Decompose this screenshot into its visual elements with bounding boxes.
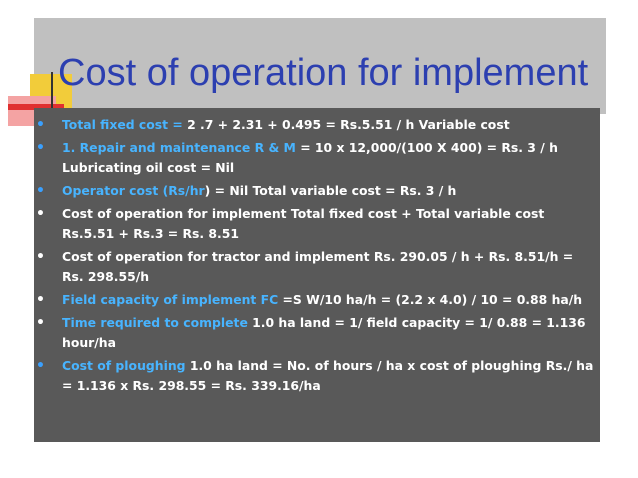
item-text: 1.0 ha land = 1/ field capacity = 1/ 0.88 = 1.136 hour/ha	[62, 315, 586, 350]
item-highlight: 1. Repair and maintenance R & M	[62, 140, 296, 155]
bullet-icon: •	[36, 117, 45, 133]
item-text: =S W/10 ha/h = (2.2 x 4.0) / 10 = 0.88 ha/h	[278, 292, 583, 307]
item-text: 1.0 ha land = No. of hours / ha x cost of ploughing Rs./ ha = 1.136 x Rs. 298.55 = Rs. 339.16/ha	[62, 358, 594, 393]
bullet-icon: •	[36, 292, 45, 308]
bullet-icon: •	[36, 249, 45, 265]
list-item	[34, 313, 594, 353]
bullet-list	[34, 108, 600, 396]
item-text: 2 .7 + 2.31 + 0.495 = Rs.5.51 / h Variable cost	[187, 117, 510, 132]
list-item	[34, 115, 594, 135]
item-text: Cost of operation for tractor and implement Rs. 290.05 / h + Rs. 8.51/h = Rs. 298.55/h	[62, 249, 574, 284]
list-item	[34, 290, 594, 310]
bullet-icon: •	[36, 140, 45, 156]
bullet-icon: •	[36, 315, 45, 331]
slide-title: Cost of operation for implement	[58, 52, 589, 94]
list-item	[34, 204, 594, 244]
item-highlight: Total fixed cost =	[62, 117, 188, 132]
item-highlight: Cost of ploughing	[62, 358, 186, 373]
item-text: Cost of operation for implement Total fixed cost + Total variable cost Rs.5.51 + Rs.3 = Rs. 8.51	[62, 206, 545, 241]
item-highlight: Operator cost (Rs/hr	[62, 183, 205, 198]
list-item	[34, 356, 594, 396]
list-item	[34, 138, 594, 178]
bullet-icon: •	[36, 358, 45, 374]
list-item	[34, 181, 594, 201]
list-item	[34, 247, 594, 287]
item-text: ) = Nil Total variable cost = Rs. 3 / h	[204, 183, 457, 198]
item-highlight: Field capacity of implement FC	[62, 292, 279, 307]
bullet-icon: •	[36, 183, 45, 199]
bullet-icon: •	[36, 206, 45, 222]
item-text: = 10 x 12,000/(100 X 400) = Rs. 3 / h Lubricating oil cost = Nil	[62, 140, 558, 175]
content-box	[34, 108, 600, 442]
item-highlight: Time required to complete	[62, 315, 248, 330]
